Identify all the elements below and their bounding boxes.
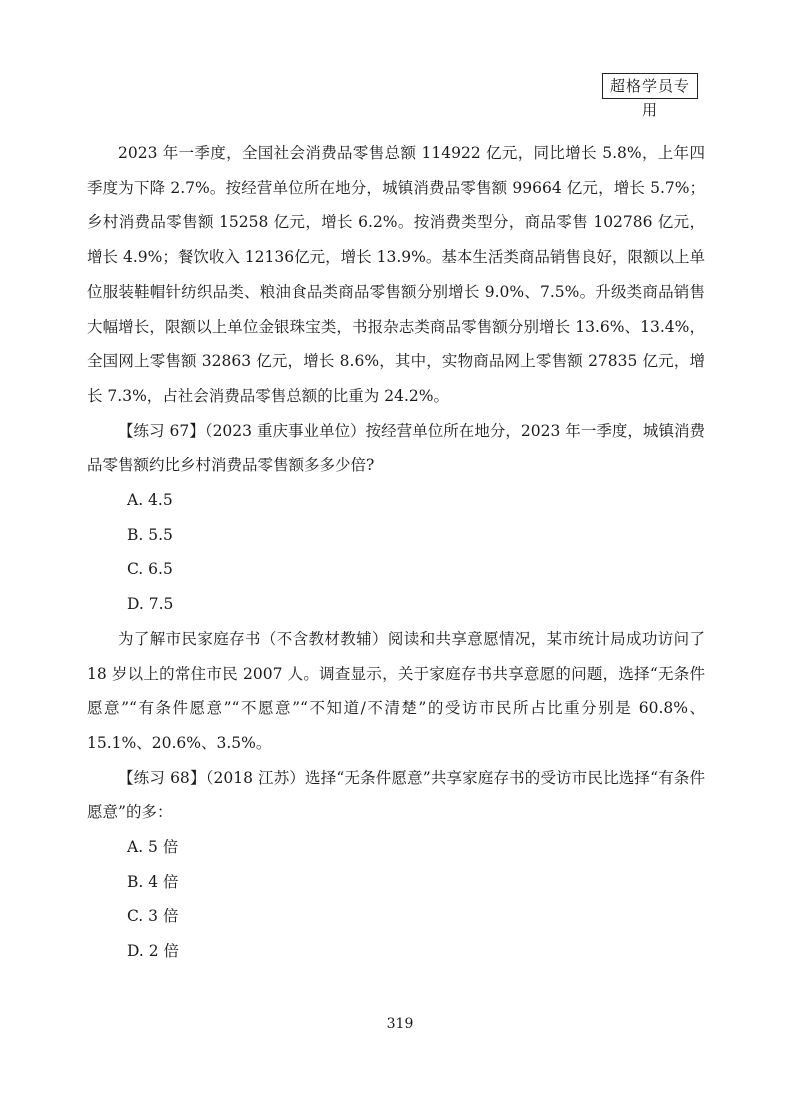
passage-line: 为了解市民家庭存书（不含教材教辅）阅读和共享意愿情况，某市统计局成功访问了 18 岁 xyxy=(87,629,705,683)
q67-option-b[interactable]: B. 5.5 xyxy=(127,525,173,544)
q68-option-a[interactable]: A. 5 倍 xyxy=(127,838,179,857)
passage-line: 3.5%。 xyxy=(216,733,272,752)
q67-option-c[interactable]: C. 6.5 xyxy=(127,560,173,579)
question-line: 售额约比乡村消费品零售额多多少倍? xyxy=(118,456,375,475)
question-line: 意”的多： xyxy=(102,803,173,822)
page-number: 319 xyxy=(386,1016,414,1032)
q68-option-b[interactable]: B. 4 倍 xyxy=(127,872,179,891)
passage-line: 降 2.7%。按经营单位所在地分，城镇消费品零售额 99664 亿元，增长 5.7%；乡村消费品零售 xyxy=(87,178,705,232)
passage-line: 实物商品网上零售额 27835 亿元，增长 7.3%，占社会消费品零售总额的比重为 24.2%。 xyxy=(87,352,705,405)
question-68-stem xyxy=(87,761,705,830)
passage-line: 亿元，增长 13.9%。基本生活类商品销售良好，限额以上单位服装鞋帽针纺织品类、粮油食品 xyxy=(87,248,706,301)
passage-line: 条件愿意”“不愿意”“不知道/不清楚”的受访市民所占比重分别是 60.8%、15.1%、20.6%、 xyxy=(87,699,705,752)
passage-line: 2023 年一季度，全国社会消费品零售总额 114922 亿元，同比增长 5.8%，上年四季度为下 xyxy=(87,144,705,197)
passage-line: 额 15258 亿元，增长 6.2%。按消费类型分，商品零售 102786 亿元，增长 4.9%；餐饮收入 12136 xyxy=(87,213,705,267)
passage-line: 类商品零售额分别增长 9.0%、7.5%。升级类商品销售大幅增长，限额以上单位金银珠宝类，书 xyxy=(87,282,705,336)
passage-retail-sales xyxy=(87,136,705,414)
question-line: 【练习 67】（2023 重庆事业单位）按经营单位所在地分，2023 年一季度，城镇消费品零 xyxy=(87,421,705,475)
passage-line: 报杂志类商品零售额分别增长 13.6%、13.4%，全国网上零售额 32863 亿元，增长 8.6%，其中， xyxy=(87,317,705,371)
q67-option-a[interactable]: A. 4.5 xyxy=(127,491,173,510)
page-content xyxy=(87,136,705,969)
q68-option-c[interactable]: C. 3 倍 xyxy=(127,907,179,926)
question-line: 【练习 68】（2018 江苏）选择“无条件愿意”共享家庭存书的受访市民比选择“有条件愿 xyxy=(87,768,705,822)
q67-option-d[interactable]: D. 7.5 xyxy=(127,595,174,614)
question-67-stem xyxy=(87,414,705,483)
q68-option-d[interactable]: D. 2 倍 xyxy=(127,942,180,961)
passage-book-sharing xyxy=(87,622,705,761)
student-only-badge: 超格学员专用 xyxy=(602,73,698,99)
passage-line: 以上的常住市民 2007 人。调查显示，关于家庭存书共享意愿的问题，选择“无条件愿意”“有 xyxy=(87,664,706,718)
